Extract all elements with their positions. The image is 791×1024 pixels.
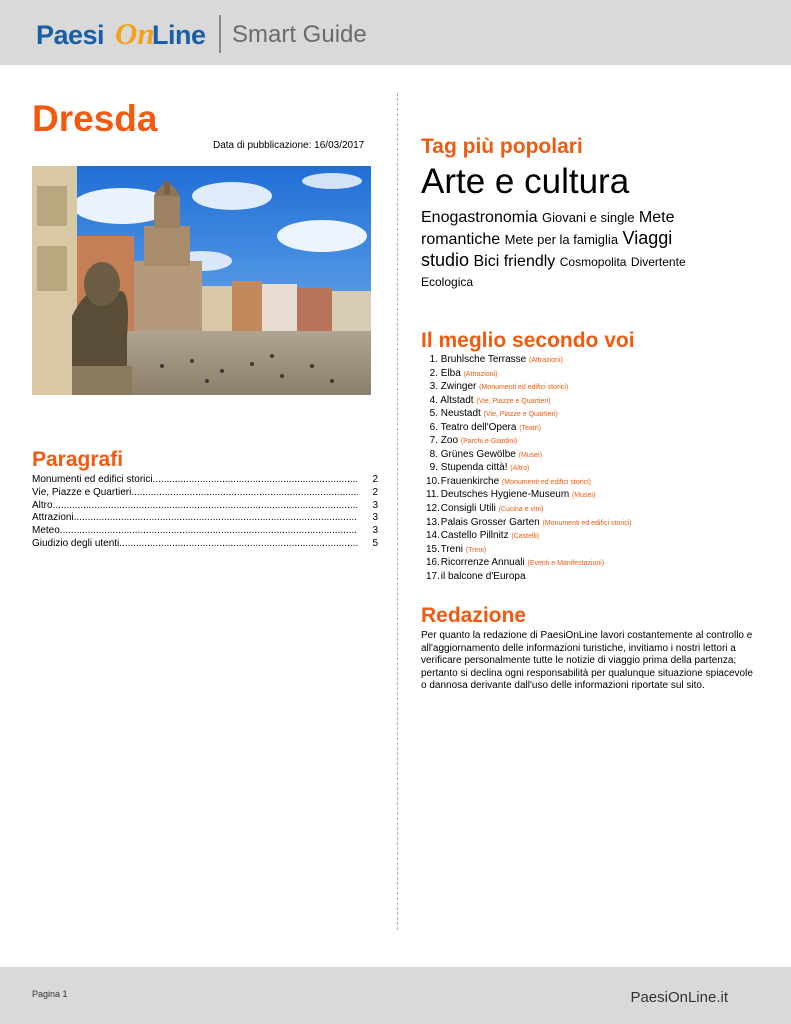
item-category: (Monumenti ed edifici storici): [501, 478, 592, 486]
item-name: Castello Pillnitz: [440, 530, 509, 542]
item-number: 1.: [429, 354, 438, 365]
item-name: Grünes Gewölbe: [440, 448, 516, 460]
toc-leader: [53, 500, 358, 513]
list-item[interactable]: [426, 503, 632, 517]
item-name: Stupenda città!: [440, 462, 508, 474]
list-item[interactable]: [426, 435, 632, 449]
item-name: Elba: [440, 367, 461, 379]
site-link[interactable]: PaesiOnLine.it: [630, 989, 728, 1006]
paragrafi-heading: Paragrafi: [32, 448, 124, 471]
toc-leader: [60, 525, 358, 538]
item-number: 3.: [429, 381, 438, 393]
tag-link[interactable]: Mete per la famiglia: [504, 232, 619, 247]
item-category: (Monumenti ed edifici storici): [542, 519, 632, 527]
best-heading: Il meglio secondo voi: [421, 329, 635, 352]
item-name: Zwinger: [440, 381, 477, 393]
best-list: [426, 354, 632, 584]
item-name: Palais Grosser Garten: [440, 516, 540, 528]
list-item[interactable]: [426, 422, 632, 436]
item-name: Bruhlsche Terrasse: [440, 354, 527, 365]
item-name: Deutsches Hygiene-Museum: [440, 489, 570, 501]
item-category: (Musei): [518, 451, 542, 459]
list-item[interactable]: [426, 381, 632, 395]
list-item[interactable]: [426, 517, 632, 531]
toc-page: 5: [372, 537, 378, 549]
toc-row[interactable]: [32, 500, 378, 513]
toc-leader: [119, 538, 358, 551]
toc-leader: [131, 487, 358, 500]
column-divider: [397, 93, 398, 930]
header-separator: [219, 15, 221, 53]
tag-link[interactable]: Mete romantiche: [421, 209, 675, 248]
item-category: (Vie, Piazze e Quartieri): [483, 411, 558, 419]
item-name: Teatro dell'Opera: [440, 421, 517, 433]
list-item[interactable]: [426, 476, 632, 490]
item-name: il balcone d'Europa: [440, 570, 526, 582]
item-number: 14.: [426, 530, 440, 542]
list-item[interactable]: [426, 395, 632, 409]
item-name: Consigli Utili: [440, 503, 496, 515]
item-category: (Eventi e Manifestazioni): [527, 560, 605, 568]
dresden-photo: [32, 166, 371, 395]
toc-row[interactable]: [32, 538, 378, 551]
item-number: 16.: [426, 557, 440, 569]
item-number: 4.: [429, 394, 438, 406]
item-category: (Parchi e Giardini): [460, 438, 518, 446]
toc-label: Attrazioni: [32, 512, 74, 524]
item-category: (Altro): [510, 465, 530, 473]
item-number: 7.: [429, 435, 438, 447]
item-number: 10.: [426, 475, 440, 487]
page-title: Dresda: [32, 98, 158, 139]
item-number: 6.: [429, 421, 438, 433]
toc-page: 3: [372, 512, 378, 524]
tags-heading: Tag più popolari: [421, 135, 583, 158]
list-item[interactable]: [426, 462, 632, 476]
redazione-heading: Redazione: [421, 604, 527, 627]
tag-link[interactable]: Giovani e single: [541, 210, 635, 225]
item-category: (Attrazioni): [528, 357, 563, 364]
tag-link[interactable]: Divertente: [630, 255, 686, 269]
item-category: (Vie, Piazze e Quartieri): [476, 397, 551, 405]
item-number: 13.: [426, 516, 440, 528]
tag-link[interactable]: Viaggi studio: [421, 228, 673, 270]
logo-text-line: Line: [152, 20, 206, 50]
logo-text-on: On: [115, 16, 155, 51]
item-number: 8.: [429, 448, 438, 460]
item-category: (Attrazioni): [463, 370, 498, 378]
logo-text-paesi: Paesi: [36, 20, 105, 50]
toc-label: Vie, Piazze e Quartieri: [32, 486, 132, 498]
item-number: 5.: [429, 408, 438, 420]
item-category: (Treni): [465, 546, 487, 554]
toc-label: Giudizio degli utenti: [32, 537, 120, 549]
list-item[interactable]: [426, 557, 632, 571]
publication-date: Data di pubblicazione: 16/03/2017: [213, 140, 365, 151]
item-category: (Teatri): [519, 424, 542, 432]
toc-page: 3: [372, 499, 378, 511]
redazione-text: Per quanto la redazione di PaesiOnLine lavori costantemente al controllo e all'aggiornamento delle informazioni turistiche, invitiamo i nostri lettori a verificare personalmente tutte le notizie di viaggio prima della partenza; pertanto si declina ogni responsabilità per qualunque situazione spiacevole o dannosa derivante dall'uso delle informazioni riportate sul sito.: [421, 630, 753, 692]
toc-label: Meteo: [32, 525, 60, 537]
item-name: Altstadt: [440, 394, 474, 406]
tag-link[interactable]: Enogastronomia: [421, 209, 538, 226]
list-item[interactable]: [426, 530, 632, 544]
tag-cloud: [421, 208, 721, 292]
item-name: Treni: [440, 543, 464, 555]
item-name: Ricorrenze Annuali: [440, 557, 525, 569]
list-item[interactable]: [426, 354, 632, 368]
toc-leader: [153, 474, 358, 487]
item-name: Frauenkirche: [440, 475, 500, 487]
item-category: (Castelli): [511, 533, 539, 541]
item-number: 2.: [429, 367, 438, 379]
list-item[interactable]: [426, 449, 632, 463]
toc-label: Monumenti ed edifici storici: [32, 474, 153, 485]
toc-page: 2: [372, 474, 378, 485]
item-name: Zoo: [440, 435, 459, 447]
list-item[interactable]: [426, 544, 632, 558]
toc-leader: [74, 512, 358, 525]
list-item[interactable]: [426, 489, 632, 503]
item-number: 12.: [426, 503, 440, 515]
item-name: Neustadt: [440, 408, 481, 420]
item-category: (Cucina e vini): [498, 506, 544, 514]
top-tag-link[interactable]: Arte e cultura: [421, 162, 630, 201]
list-item[interactable]: [426, 408, 632, 422]
toc-row[interactable]: [32, 512, 378, 525]
item-category: (Monumenti ed edifici storici): [479, 384, 569, 392]
list-item[interactable]: [426, 571, 632, 585]
toc-label: Altro: [32, 499, 53, 511]
toc-page: 2: [372, 486, 378, 498]
toc-row[interactable]: [32, 525, 378, 538]
page-footer: [0, 967, 791, 1024]
toc-page: 3: [372, 525, 378, 537]
toc-row[interactable]: [32, 474, 378, 487]
item-number: 17.: [426, 570, 440, 582]
list-item[interactable]: [426, 368, 632, 382]
tag-link[interactable]: Cosmopolita: [559, 255, 627, 269]
table-of-contents: [32, 474, 378, 551]
header-title: Smart Guide: [232, 21, 367, 48]
item-number: 15.: [426, 543, 440, 555]
item-number: 11.: [426, 489, 440, 501]
page-header: [0, 0, 791, 65]
item-category: (Musei): [571, 492, 596, 500]
page-number: Pagina 1: [32, 989, 68, 999]
tag-link[interactable]: Bici friendly: [473, 253, 556, 270]
item-number: 9.: [429, 462, 438, 474]
tag-link[interactable]: Ecologica: [421, 275, 474, 289]
toc-row[interactable]: [32, 487, 378, 500]
